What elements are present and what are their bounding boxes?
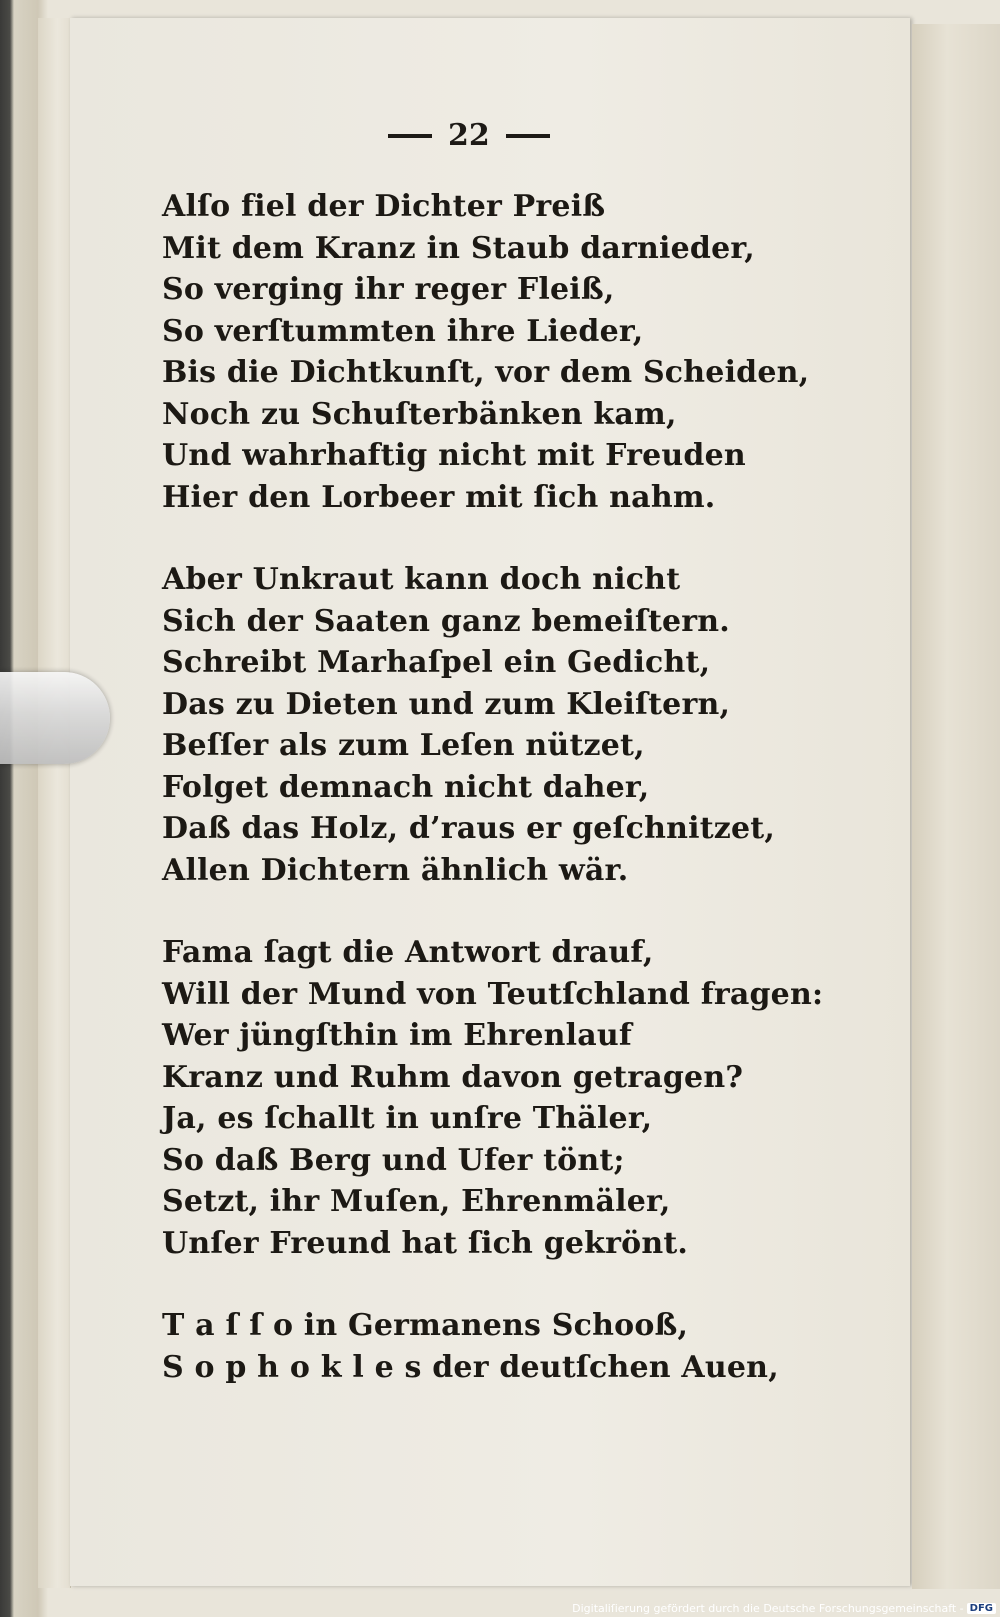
poem-line: Ja, es ſchallt in unſre Thäler, xyxy=(162,1101,653,1136)
stanza xyxy=(162,1305,823,1388)
poem-line: Schreibt Marhaſpel ein Gedicht, xyxy=(162,645,711,680)
poem-line: Allen Dichtern ähnlich wär. xyxy=(162,852,629,888)
poem-line: Und wahrhaftig nicht mit Freuden xyxy=(162,438,746,473)
page-number: 22 xyxy=(448,118,490,153)
page-edge-left xyxy=(38,18,71,1588)
header-dash-left xyxy=(388,134,432,138)
poem-line: Das zu Dieten und zum Kleiſtern, xyxy=(162,686,731,722)
page-header xyxy=(388,118,550,153)
header-dash-right xyxy=(506,134,550,138)
stanza xyxy=(162,559,823,891)
poem-line: Hier den Lorbeer mit ſich nahm. xyxy=(162,479,716,515)
poem-line: Aber Unkraut kann doch nicht xyxy=(162,562,681,597)
poem-line: So verſtummten ihre Lieder, xyxy=(162,313,644,349)
poem-line: S o p h o k l e s der deutſchen Auen, xyxy=(162,1349,779,1385)
poem-line: Kranz und Ruhm davon getragen? xyxy=(162,1059,744,1095)
dfg-logo: DFG xyxy=(967,1603,996,1614)
poem-line: Mit dem Kranz in Staub darnieder, xyxy=(162,230,755,266)
poem-line: Wer jüngſthin im Ehrenlauf xyxy=(162,1018,632,1053)
page-clip xyxy=(0,672,110,764)
poem-line: T a ſ ſ o in Germanens Schooß, xyxy=(162,1308,689,1343)
poem-line: Folget demnach nicht daher, xyxy=(162,769,650,805)
stanza xyxy=(162,186,823,518)
poem-line: Setzt, ihr Muſen, Ehrenmäler, xyxy=(162,1184,671,1219)
poem-body xyxy=(162,186,823,1388)
stanza xyxy=(162,932,823,1264)
poem-line: Unſer Freund hat ſich gekrönt. xyxy=(162,1225,689,1261)
poem-line: Alſo fiel der Dichter Preiß xyxy=(162,189,606,224)
poem-line: So verging ihr reger Fleiß, xyxy=(162,272,615,307)
poem-line: Daß das Holz, d’raus er geſchnitzet, xyxy=(162,811,776,846)
poem-line: Beſſer als zum Leſen nützet, xyxy=(162,728,645,763)
poem-line: Noch zu Schuſterbänken kam, xyxy=(162,396,677,432)
poem-line: Sich der Saaten ganz bemeiſtern. xyxy=(162,603,730,639)
digitization-footer xyxy=(572,1602,996,1615)
poem-line: Fama ſagt die Antwort drauf, xyxy=(162,935,654,970)
poem-line: So daß Berg und Ufer tönt; xyxy=(162,1142,625,1178)
footer-credit-text: Digitaliſierung gefördert durch die Deutsche Forschungsgemeinschaft - xyxy=(572,1602,964,1615)
poem-line: Will der Mund von Teutſchland fragen: xyxy=(162,976,824,1012)
poem-line: Bis die Dichtkunſt, vor dem Scheiden, xyxy=(162,355,810,390)
